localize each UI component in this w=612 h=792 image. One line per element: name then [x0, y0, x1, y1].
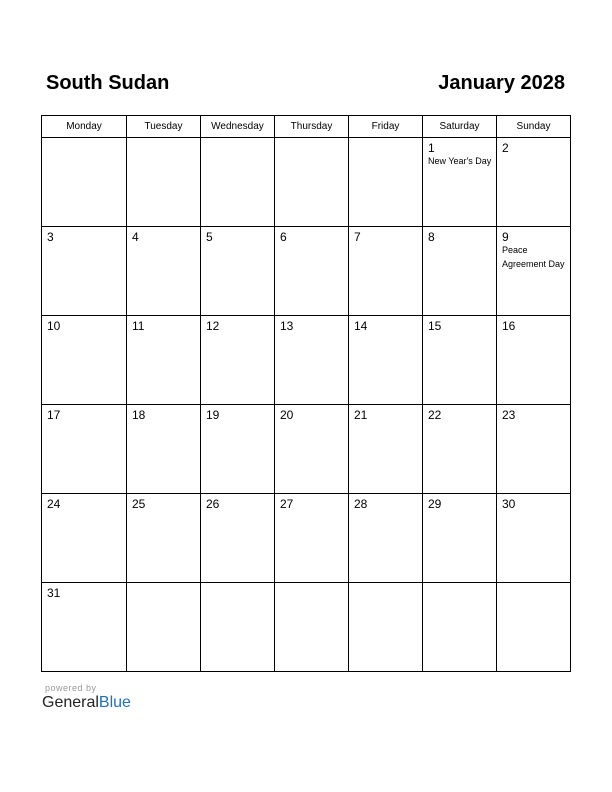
day-number: 20 — [280, 408, 294, 422]
week-row — [42, 583, 571, 672]
day-number: 14 — [354, 319, 368, 333]
week-row — [42, 227, 571, 316]
logo-general-text: General — [42, 694, 99, 711]
day-number: 11 — [132, 319, 145, 333]
weekday-monday: Monday — [42, 116, 127, 138]
day-number: 10 — [47, 319, 61, 333]
day-cell — [127, 494, 201, 583]
day-cell — [275, 227, 349, 316]
logo-blue-text: Blue — [98, 694, 131, 711]
day-cell — [275, 138, 349, 227]
day-cell — [349, 583, 423, 672]
day-number: 2 — [502, 141, 509, 155]
day-number: 15 — [428, 319, 442, 333]
week-row — [42, 405, 571, 494]
day-cell — [497, 138, 571, 227]
day-number: 22 — [428, 408, 442, 422]
day-cell — [201, 405, 275, 494]
day-cell — [42, 316, 127, 405]
day-cell — [423, 494, 497, 583]
day-number: 24 — [47, 497, 61, 511]
day-cell — [42, 583, 127, 672]
day-cell — [423, 405, 497, 494]
day-cell — [497, 405, 571, 494]
day-number: 8 — [428, 230, 435, 244]
day-cell — [201, 583, 275, 672]
calendar-grid — [41, 115, 571, 674]
week-row — [42, 316, 571, 405]
day-cell — [275, 405, 349, 494]
weekday-thursday: Thursday — [275, 116, 349, 138]
day-number: 9 — [502, 230, 509, 244]
day-number: 27 — [280, 497, 294, 511]
day-number: 1 — [428, 141, 435, 155]
weekday-saturday: Saturday — [423, 116, 497, 138]
day-cell — [201, 316, 275, 405]
day-number: 29 — [428, 497, 442, 511]
day-number: 28 — [354, 497, 368, 511]
weekday-header-row — [42, 116, 571, 138]
day-cell — [349, 405, 423, 494]
day-cell — [497, 494, 571, 583]
month-year-title: January 2028 — [438, 72, 565, 94]
day-number: 23 — [502, 408, 516, 422]
day-number: 16 — [502, 319, 516, 333]
day-number: 5 — [206, 230, 213, 244]
day-cell — [423, 138, 497, 227]
day-number: 21 — [354, 408, 368, 422]
weekday-friday: Friday — [349, 116, 423, 138]
day-number: 12 — [206, 319, 220, 333]
day-cell — [127, 138, 201, 227]
day-number: 18 — [132, 408, 146, 422]
day-number: 4 — [132, 230, 139, 244]
holiday-label: Peace Agreement Day — [502, 245, 565, 269]
day-cell — [349, 227, 423, 316]
day-number: 17 — [47, 408, 61, 422]
weekday-sunday: Sunday — [497, 116, 571, 138]
day-cell — [127, 316, 201, 405]
day-number: 30 — [502, 497, 516, 511]
day-cell — [349, 316, 423, 405]
day-cell — [275, 494, 349, 583]
day-number: 13 — [280, 319, 294, 333]
day-cell — [497, 227, 571, 316]
day-cell — [275, 583, 349, 672]
day-number: 25 — [132, 497, 146, 511]
day-number: 6 — [280, 230, 287, 244]
day-cell — [42, 405, 127, 494]
day-cell — [42, 227, 127, 316]
day-cell — [423, 316, 497, 405]
day-number: 26 — [206, 497, 220, 511]
day-number: 31 — [47, 586, 61, 600]
day-cell — [201, 227, 275, 316]
day-cell — [275, 316, 349, 405]
day-cell — [423, 583, 497, 672]
week-row — [42, 494, 571, 583]
day-cell — [127, 227, 201, 316]
weekday-tuesday: Tuesday — [127, 116, 201, 138]
day-cell — [423, 227, 497, 316]
powered-by-text: powered by — [45, 683, 97, 693]
day-cell — [127, 583, 201, 672]
day-number: 19 — [206, 408, 220, 422]
day-cell — [42, 138, 127, 227]
day-number: 3 — [47, 230, 54, 244]
day-cell — [497, 583, 571, 672]
weekday-wednesday: Wednesday — [201, 116, 275, 138]
holiday-label: New Year's Day — [428, 156, 492, 166]
day-cell — [349, 138, 423, 227]
day-cell — [497, 316, 571, 405]
week-row — [42, 138, 571, 227]
country-title: South Sudan — [46, 72, 170, 94]
day-number: 7 — [354, 230, 361, 244]
day-cell — [349, 494, 423, 583]
day-cell — [127, 405, 201, 494]
generalblue-logo[interactable] — [42, 694, 131, 712]
day-cell — [201, 494, 275, 583]
day-cell — [201, 138, 275, 227]
day-cell — [42, 494, 127, 583]
